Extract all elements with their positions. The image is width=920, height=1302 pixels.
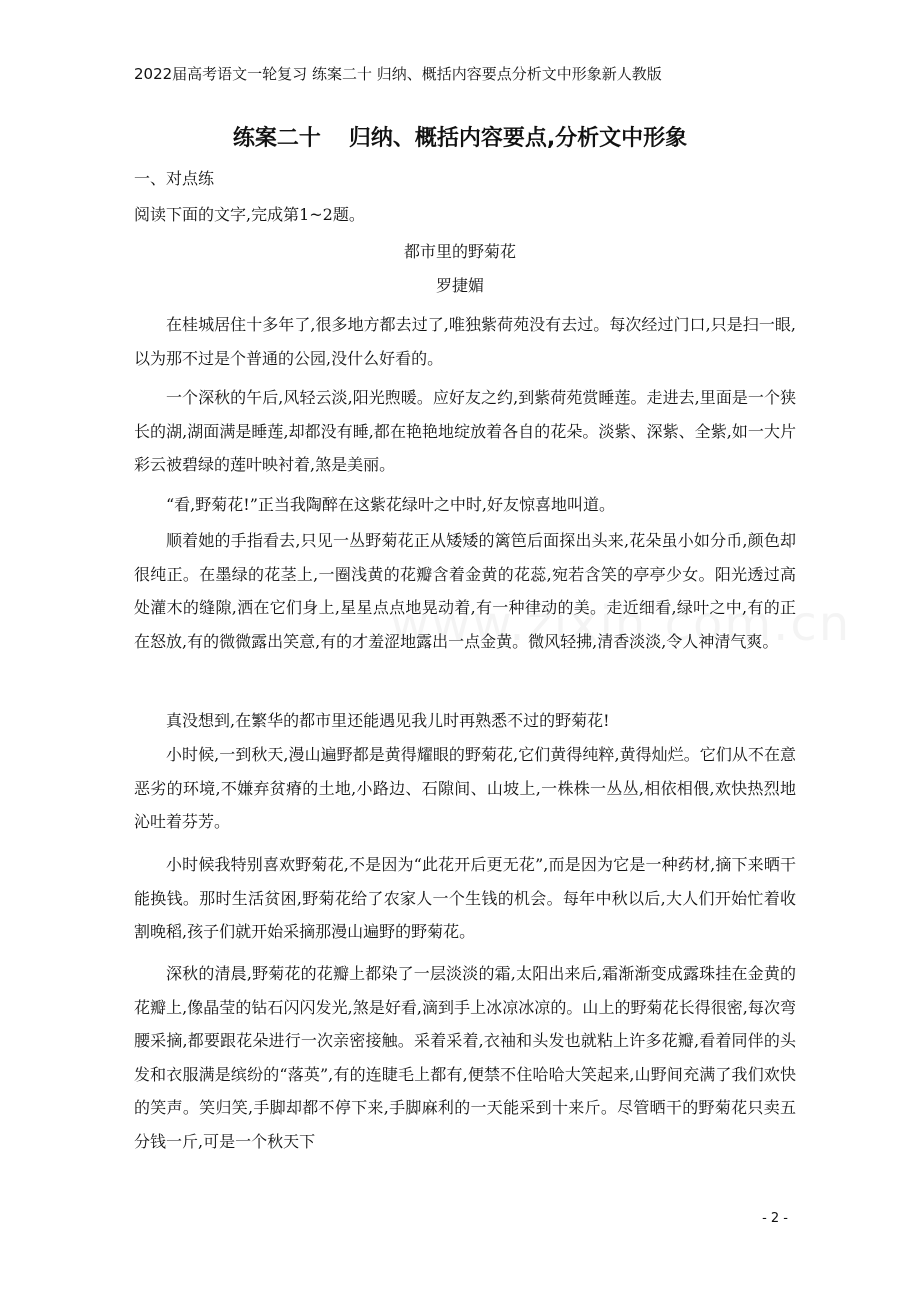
watermark	[390, 596, 851, 652]
running-header: 2022届高考语文一轮复习 练案二十 归纳、概括内容要点分析文中形象新人教版	[134, 65, 662, 83]
page-number: - 2 -	[762, 1211, 788, 1226]
article-paragraph-2: 一个深秋的午后,风轻云淡,阳光煦暖。应好友之约,到紫荷苑赏睡莲。走进去,里面是一个狭长的湖,湖面满是睡莲,却都没有睡,都在艳艳地绽放着各自的花朵。淡紫、深紫、全紫,如一大片彩云被碧绿的莲叶映衬着,煞是美丽。	[134, 388, 796, 474]
article-paragraph-3: “看,野菊花!”正当我陶醉在这紫花绿叶之中时,好友惊喜地叫道。	[166, 495, 615, 514]
article-paragraph-1: 在桂城居住十多年了,很多地方都去过了,唯独紫荷苑没有去过。每次经过门口,只是扫一眼,以为那不过是个普通的公园,没什么好看的。	[134, 315, 796, 368]
article-paragraph-8: 深秋的清晨,野菊花的花瓣上都染了一层淡淡的霜,太阳出来后,霜渐渐变成露珠挂在金黄的花瓣上,像晶莹的钻石闪闪发光,煞是好看,滴到手上冰凉冰凉的。山上的野菊花长得很密,每次弯腰采摘,都要跟花朵进行一次亲密接触。采着采着,衣袖和头发也就粘上许多花瓣,看着同伴的头发和衣服满是缤纷的“落英”,有的连睫毛上都有,便禁不住哈哈大笑起来,山野间充满了我们欢快的笑声。笑归笑,手脚却都不停下来,手脚麻利的一天能采到十来斤。尽管晒干的野菊花只卖五分钱一斤,可是一个秋天下	[134, 964, 796, 1151]
title-exercise-number: 练案二十	[232, 126, 321, 151]
article-paragraph-6: 小时候,一到秋天,漫山遍野都是黄得耀眼的野菊花,它们黄得纯粹,黄得灿烂。它们从不在意恶劣的环境,不嫌弃贫瘠的土地,小路边、石隙间、山坡上,一株株一丛丛,相依相偎,欢快热烈地沁吐着芬芳。	[134, 745, 796, 831]
article-title: 都市里的野菊花	[403, 242, 516, 261]
reading-instruction: 阅读下面的文字,完成第1~2题。	[134, 205, 365, 224]
article-paragraph-4: 顺着她的手指看去,只见一丛野菊花正从矮矮的篱笆后面探出头来,花朵虽小如分币,颜色却很纯正。在墨绿的花茎上,一圈浅黄的花瓣含着金黄的花蕊,宛若含笑的亭亭少女。阳光透过高处灌木的缝隙,洒在它们身上,星星点点地晃动着,有一种律动的美。走近细看,绿叶之中,有的正在怒放,有的微微露出笑意,有的才羞涩地露出一点金黄。微风轻拂,清香淡淡,令人神清气爽。	[134, 531, 796, 651]
title-topic: 归纳、概括内容要点,分析文中形象	[348, 126, 688, 151]
page-title	[0, 124, 920, 154]
article-paragraph-7: 小时候我特别喜欢野菊花,不是因为“此花开后更无花”,而是因为它是一种药材,摘下来晒干能换钱。那时生活贫困,野菊花给了农家人一个生钱的机会。每年中秋以后,大人们开始忙着收割晚稻,孩子们就开始采摘那漫山遍野的野菊花。	[134, 855, 796, 941]
article-author: 罗捷媚	[435, 276, 484, 295]
article-paragraph-5: 真没想到,在繁华的都市里还能遇见我儿时再熟悉不过的野菊花!	[166, 711, 610, 730]
section-heading: 一、对点练	[134, 169, 215, 188]
